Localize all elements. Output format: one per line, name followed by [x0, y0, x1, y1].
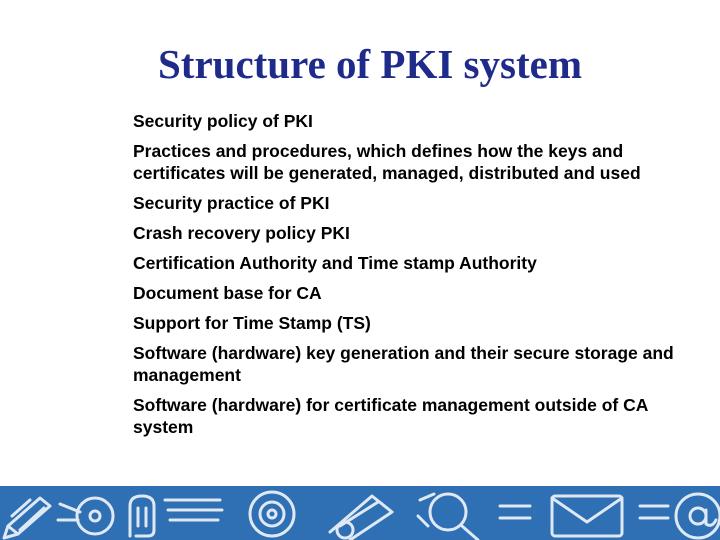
bullet-item: Software (hardware) key generation and their secure storage and management [133, 343, 674, 385]
bullet-item: Support for Time Stamp (TS) [133, 313, 371, 333]
slide-title: Structure of PKI system [158, 41, 582, 87]
bullet-item: Software (hardware) for certificate management outside of CA system [133, 395, 648, 437]
disc-icon [58, 498, 113, 534]
magnifier-icon [418, 494, 478, 540]
bullet-item: Security policy of PKI [133, 111, 313, 131]
bullet-item: Security practice of PKI [133, 193, 330, 213]
bullet-item: Practices and procedures, which defines how the keys and certificates will be generated, managed, distributed and used [133, 141, 641, 183]
footer-decoration-band [0, 486, 720, 540]
bullet-list [133, 110, 693, 446]
bullet-item: Certification Authority and Time stamp Authority [133, 253, 537, 273]
equals-icon [500, 506, 668, 518]
bullet-item: Document base for CA [133, 283, 322, 303]
bullet-item: Crash recovery policy PKI [133, 223, 350, 243]
footer-doodles [0, 486, 720, 540]
scroll-icon [330, 496, 392, 540]
target-icon [250, 492, 294, 536]
at-sign-icon [676, 494, 720, 538]
pencil-icon [4, 498, 50, 538]
envelope-icon [552, 496, 622, 536]
paperclip-icon [130, 496, 222, 536]
